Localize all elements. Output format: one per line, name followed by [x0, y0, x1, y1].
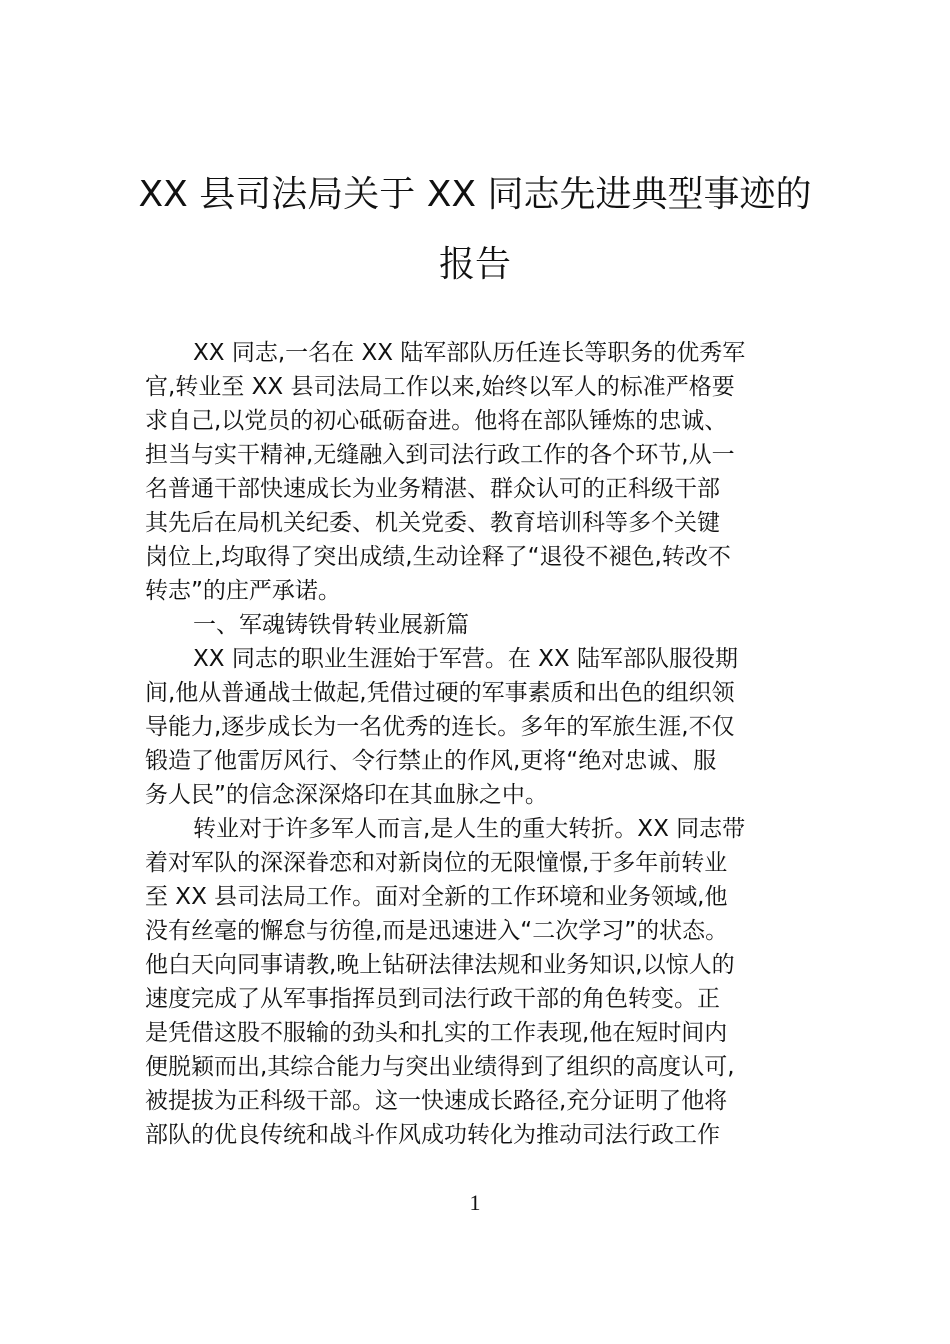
body-line: 其先后在局机关纪委、机关党委、教育培训科等多个关键	[145, 510, 720, 536]
section-heading: 一、军魂铸铁骨转业展新篇	[193, 612, 469, 638]
body-line: 没有丝毫的懈怠与彷徨,而是迅速进入“二次学习”的状态。	[145, 918, 729, 944]
document-body	[145, 336, 813, 1152]
body-line: 转志”的庄严承诺。	[145, 578, 341, 604]
page-number: 1	[469, 1190, 481, 1215]
body-line: XX 同志,一名在 XX 陆军部队历任连长等职务的优秀军	[193, 340, 746, 366]
body-line: 导能力,逐步成长为一名优秀的连长。多年的军旅生涯,不仅	[145, 714, 735, 740]
body-line: 担当与实干精神,无缝融入到司法行政工作的各个环节,从一	[145, 442, 735, 468]
body-line: 至 XX 县司法局工作。面对全新的工作环境和业务领域,他	[145, 884, 728, 910]
body-line: 着对军队的深深眷恋和对新岗位的无限憧憬,于多年前转业	[145, 850, 728, 876]
body-line: 间,他从普通战士做起,凭借过硬的军事素质和出色的组织领	[145, 680, 735, 706]
body-line: 便脱颖而出,其综合能力与突出业绩得到了组织的高度认可,	[145, 1054, 735, 1080]
body-line: 部队的优良传统和战斗作风成功转化为推动司法行政工作	[145, 1122, 720, 1148]
document-title-line-1: XX 县司法局关于 XX 同志先进典型事迹的	[138, 174, 812, 215]
body-line: 务人民”的信念深深烙印在其血脉之中。	[145, 782, 548, 808]
body-line: 岗位上,均取得了突出成绩,生动诠释了“退役不褪色,转改不	[145, 544, 731, 570]
body-line: XX 同志的职业生涯始于军营。在 XX 陆军部队服役期	[193, 646, 738, 672]
body-line: 被提拔为正科级干部。这一快速成长路径,充分证明了他将	[145, 1088, 728, 1114]
body-line: 求自己,以党员的初心砥砺奋进。他将在部队锤炼的忠诚、	[145, 408, 728, 434]
body-line: 他白天向同事请教,晚上钻研法律法规和业务知识,以惊人的	[145, 952, 735, 978]
document-title-line-2: 报告	[438, 244, 511, 285]
body-line: 锻造了他雷厉风行、令行禁止的作风,更将“绝对忠诚、服	[145, 748, 717, 774]
body-line: 官,转业至 XX 县司法局工作以来,始终以军人的标准严格要	[145, 374, 735, 400]
body-line: 名普通干部快速成长为业务精湛、群众认可的正科级干部	[145, 476, 720, 502]
body-line: 速度完成了从军事指挥员到司法行政干部的角色转变。正	[145, 986, 720, 1012]
body-line: 是凭借这股不服输的劲头和扎实的工作表现,他在短时间内	[145, 1020, 728, 1046]
body-line: 转业对于许多军人而言,是人生的重大转折。XX 同志带	[193, 816, 746, 842]
